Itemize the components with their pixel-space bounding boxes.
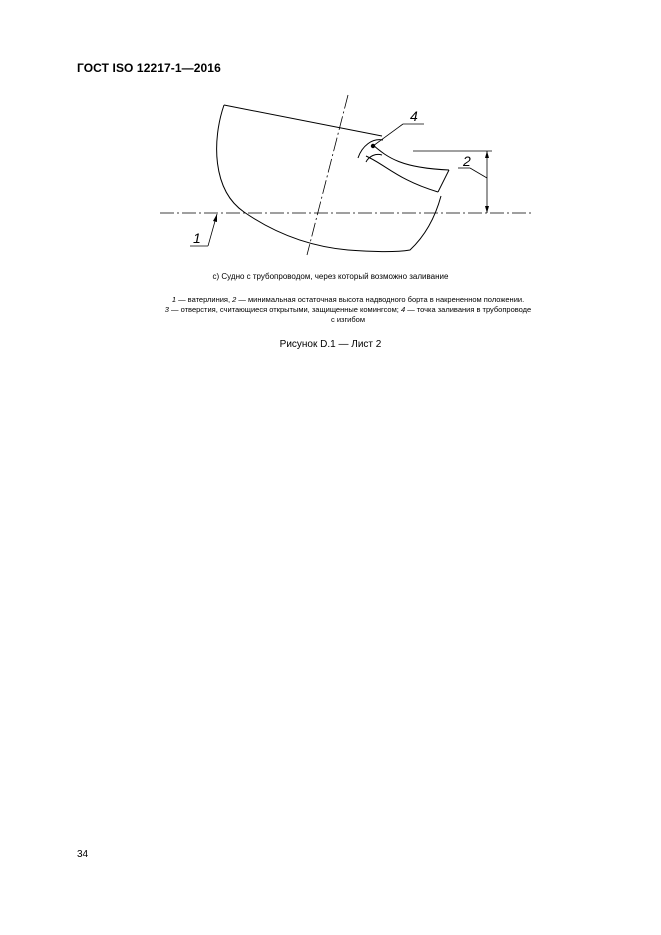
legend-num-4: 4 [400, 305, 406, 314]
legend-line-1 [100, 295, 596, 305]
figure-title: Рисунок D.1 — Лист 2 [279, 339, 382, 350]
centerline [307, 95, 348, 255]
hull-outline [217, 105, 441, 252]
legend-text-2: — минимальная остаточная высота надводного борта в накрененном положении. [236, 295, 525, 304]
legend-text-1: — ватерлиния, [176, 295, 233, 304]
legend-num-2: 2 [232, 295, 237, 304]
pipe-end [438, 170, 449, 192]
page-number: 34 [77, 849, 89, 860]
legend-line-2 [100, 305, 596, 315]
label-1: 1 [193, 230, 201, 246]
figure-caption-c: c) Судно с трубопроводом, через который возможно заливание [212, 272, 449, 281]
label-2: 2 [463, 153, 471, 169]
legend-text-5: с изгибом [330, 315, 365, 324]
label-4: 4 [410, 108, 418, 124]
dim-arrow-top [485, 151, 489, 158]
standard-title: ГОСТ ISO 12217-1—2016 [77, 61, 221, 75]
pipe-bend-arc-outer [358, 140, 383, 158]
pipe-inner [366, 156, 438, 192]
legend-text-4: — точка заливания в трубопроводе [405, 305, 532, 314]
figure-legend [100, 295, 596, 325]
leader-2 [470, 168, 487, 178]
legend-num-3: 3 [164, 305, 169, 314]
legend-line-3 [100, 315, 596, 325]
pipe-bend-arc-inner [366, 154, 382, 162]
hull-drawing [0, 0, 661, 300]
legend-num-1: 1 [171, 295, 176, 304]
legend-text-3: — отверстия, считающиеся открытыми, защищенные комингсом; [168, 305, 401, 314]
leader-1-arrow [213, 214, 217, 222]
dim-arrow-bottom [485, 206, 489, 213]
